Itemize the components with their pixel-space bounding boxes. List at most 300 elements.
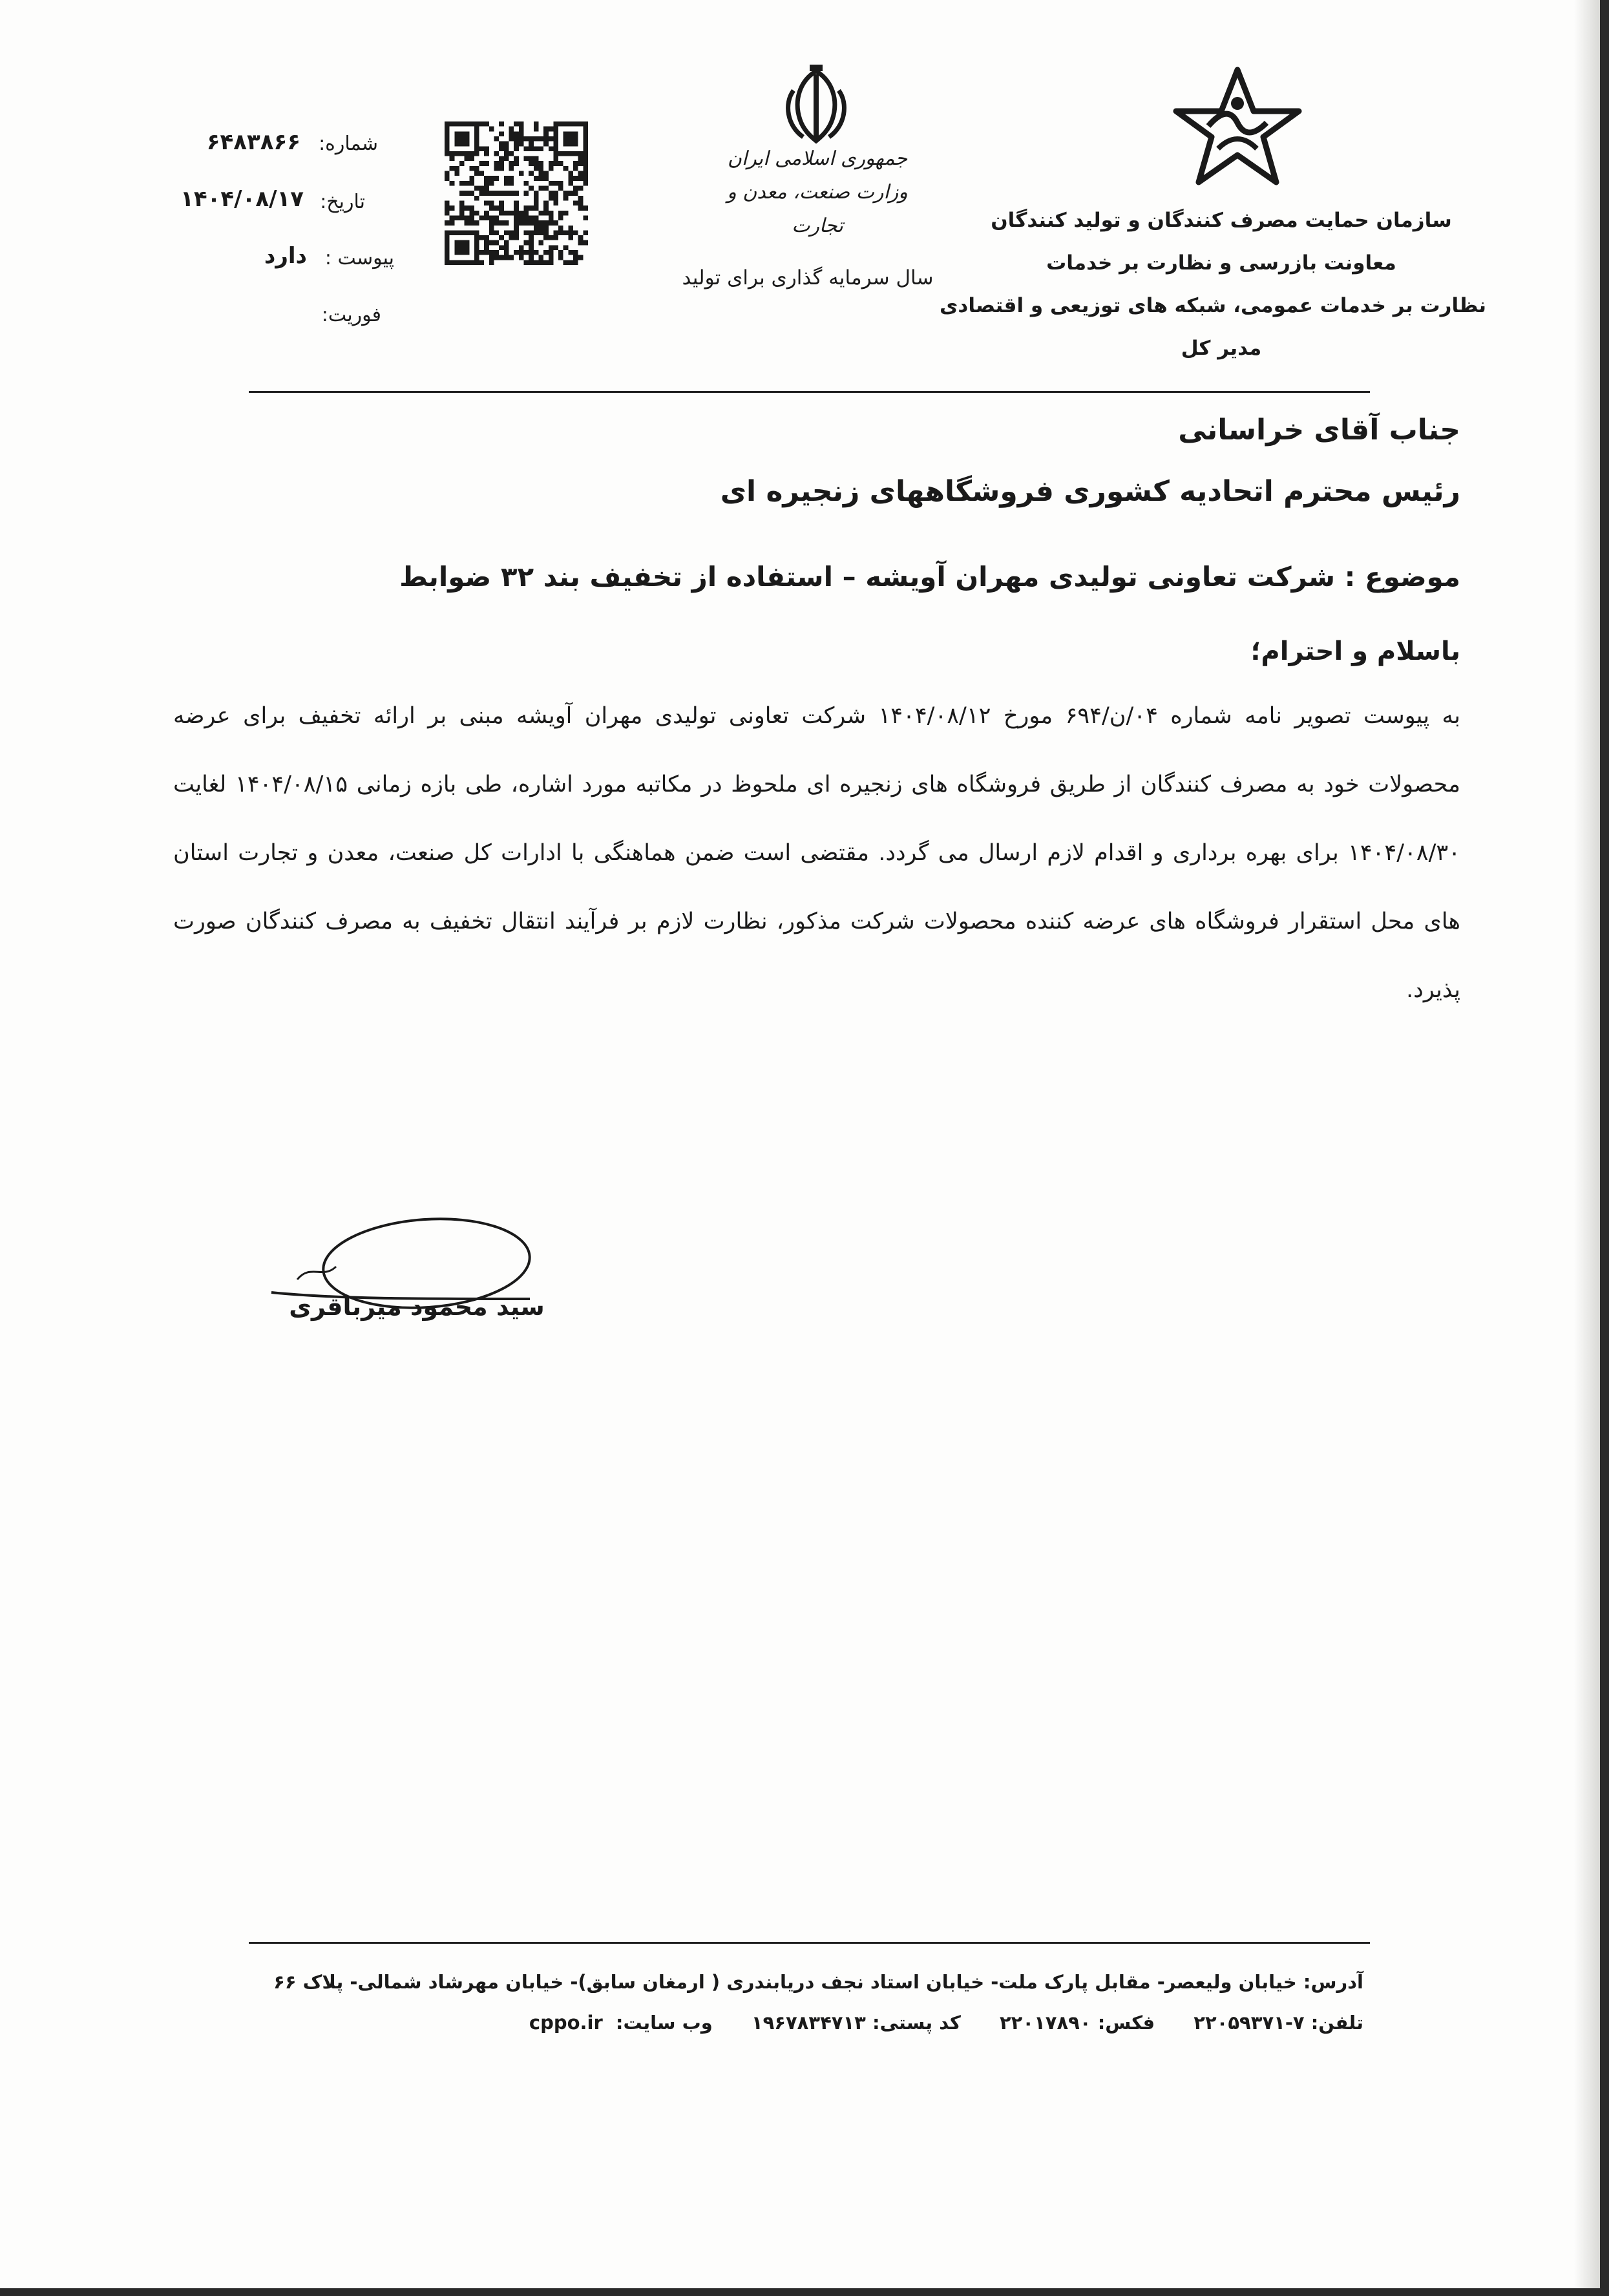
qr-module	[519, 131, 524, 136]
qr-module	[543, 235, 549, 240]
qr-module	[489, 260, 494, 265]
qr-module	[509, 131, 514, 136]
qr-module	[543, 176, 549, 181]
qr-module	[573, 166, 578, 171]
qr-module	[553, 235, 558, 240]
qr-module	[534, 166, 539, 171]
qr-module	[553, 131, 558, 136]
qr-module	[538, 255, 543, 260]
qr-module	[519, 171, 524, 176]
qr-module	[484, 146, 489, 151]
qr-module	[568, 121, 573, 127]
qr-module	[484, 191, 489, 196]
qr-module	[529, 171, 534, 176]
qr-module	[573, 186, 578, 191]
qr-module	[469, 176, 474, 181]
qr-module	[494, 191, 500, 196]
footer-website-label: وب سایت:	[615, 2012, 713, 2034]
qr-module	[583, 161, 588, 166]
qr-module	[469, 156, 474, 162]
qr-module	[450, 151, 455, 156]
qr-module	[454, 240, 459, 246]
qr-module	[445, 240, 450, 246]
qr-module	[469, 215, 474, 220]
qr-module	[563, 196, 569, 201]
qr-module	[549, 166, 554, 171]
qr-module	[543, 142, 549, 147]
qr-module	[538, 260, 543, 265]
qr-module	[514, 205, 519, 211]
qr-module	[523, 181, 529, 186]
qr-module	[465, 131, 470, 136]
qr-module	[529, 235, 534, 240]
qr-module	[549, 146, 554, 151]
qr-module	[563, 131, 569, 136]
qr-module	[474, 166, 479, 171]
qr-module	[489, 176, 494, 181]
qr-module	[494, 220, 500, 226]
qr-module	[583, 205, 588, 211]
qr-module	[454, 230, 459, 235]
qr-module	[578, 156, 584, 162]
qr-module	[445, 220, 450, 226]
qr-module	[469, 166, 474, 171]
organization-line: نظارت بر خدمات عمومی، شبکه های توزیعی و اقتصادی	[940, 294, 1486, 317]
qr-module	[534, 250, 539, 255]
qr-module	[474, 240, 479, 246]
qr-module	[459, 200, 465, 205]
qr-module	[543, 260, 549, 265]
qr-module	[568, 230, 573, 235]
qr-module	[563, 142, 569, 147]
qr-module	[459, 230, 465, 235]
qr-module	[529, 245, 534, 250]
qr-module	[499, 121, 504, 127]
qr-module	[445, 121, 450, 127]
qr-module	[563, 166, 569, 171]
qr-module	[450, 121, 455, 127]
qr-module	[523, 136, 529, 142]
qr-module	[459, 260, 465, 265]
qr-module	[563, 230, 569, 235]
qr-module	[549, 211, 554, 216]
qr-module	[509, 166, 514, 171]
qr-module	[514, 226, 519, 231]
qr-module	[504, 245, 509, 250]
qr-module	[459, 142, 465, 147]
qr-module	[538, 176, 543, 181]
qr-module	[558, 226, 563, 231]
qr-module	[519, 215, 524, 220]
qr-module	[514, 220, 519, 226]
qr-module	[459, 211, 465, 216]
footer-postal-code: کد پستی: ۱۹۶۷۸۳۴۷۱۳	[751, 2012, 961, 2034]
qr-module	[549, 181, 554, 186]
footer-divider	[249, 1942, 1370, 1944]
qr-module	[543, 131, 549, 136]
qr-module	[523, 260, 529, 265]
qr-module	[538, 230, 543, 235]
qr-module	[474, 235, 479, 240]
qr-module	[465, 142, 470, 147]
qr-module	[489, 230, 494, 235]
qr-module	[558, 121, 563, 127]
qr-module	[538, 226, 543, 231]
qr-module	[445, 235, 450, 240]
recipient-name: جناب آقای خراسانی	[1178, 414, 1460, 447]
qr-module	[534, 226, 539, 231]
qr-module	[469, 151, 474, 156]
qr-module	[558, 161, 563, 166]
qr-module	[543, 127, 549, 132]
qr-module	[509, 235, 514, 240]
qr-module	[573, 230, 578, 235]
recipient-title: رئیس محترم اتحادیه کشوری فروشگاههای زنجیره ای	[720, 475, 1460, 508]
qr-module	[558, 215, 563, 220]
qr-module	[454, 121, 459, 127]
qr-module	[499, 156, 504, 162]
qr-module	[573, 161, 578, 166]
qr-module	[563, 151, 569, 156]
national-emblem-icon	[774, 65, 858, 149]
qr-module	[474, 142, 479, 147]
qr-module	[549, 191, 554, 196]
qr-module	[494, 240, 500, 246]
gov-line: جمهوری اسلامی ایران	[727, 147, 908, 170]
qr-module	[573, 250, 578, 255]
qr-module	[578, 176, 584, 181]
qr-module	[445, 176, 450, 181]
qr-module	[573, 200, 578, 205]
qr-module	[519, 250, 524, 255]
qr-module	[529, 156, 534, 162]
qr-module	[445, 250, 450, 255]
qr-module	[509, 191, 514, 196]
qr-module	[534, 191, 539, 196]
qr-module	[563, 245, 569, 250]
qr-module	[553, 245, 558, 250]
qr-module	[445, 255, 450, 260]
qr-module	[509, 127, 514, 132]
qr-module	[474, 260, 479, 265]
qr-module	[494, 215, 500, 220]
qr-module	[583, 127, 588, 132]
footer-fax: فکس: ۲۲۰۱۷۸۹۰	[999, 2012, 1155, 2034]
qr-module	[523, 250, 529, 255]
header-divider	[249, 391, 1370, 393]
qr-module	[509, 211, 514, 216]
qr-module	[454, 260, 459, 265]
qr-module	[465, 250, 470, 255]
qr-module	[573, 260, 578, 265]
qr-module	[459, 121, 465, 127]
qr-module	[454, 250, 459, 255]
footer-website[interactable]: cppo.ir	[529, 2012, 603, 2034]
qr-module	[469, 230, 474, 235]
qr-module	[514, 215, 519, 220]
date-label: تاریخ:	[320, 191, 365, 213]
qr-module	[534, 156, 539, 162]
number-label: شماره:	[319, 132, 378, 155]
scan-shadow	[1574, 0, 1600, 2296]
qr-module	[549, 215, 554, 220]
qr-module	[504, 255, 509, 260]
qr-code[interactable]	[445, 121, 588, 265]
qr-module	[445, 230, 450, 235]
qr-module	[583, 142, 588, 147]
qr-module	[484, 235, 489, 240]
qr-module	[583, 151, 588, 156]
qr-module	[454, 136, 459, 142]
qr-module	[450, 156, 455, 162]
qr-module	[543, 226, 549, 231]
qr-module	[534, 136, 539, 142]
qr-module	[573, 191, 578, 196]
qr-module	[514, 230, 519, 235]
qr-module	[459, 215, 465, 220]
qr-module	[553, 121, 558, 127]
qr-module	[509, 161, 514, 166]
qr-module	[459, 191, 465, 196]
qr-module	[494, 161, 500, 166]
qr-module	[534, 121, 539, 127]
signer-name: سید محمود میرباقری	[289, 1292, 545, 1321]
qr-module	[484, 181, 489, 186]
qr-module	[504, 156, 509, 162]
qr-module	[509, 151, 514, 156]
qr-module	[469, 181, 474, 186]
qr-module	[494, 136, 500, 142]
qr-module	[538, 220, 543, 226]
qr-module	[523, 191, 529, 196]
qr-module	[459, 240, 465, 246]
qr-module	[465, 151, 470, 156]
qr-module	[519, 245, 524, 250]
qr-module	[529, 136, 534, 142]
qr-module	[563, 191, 569, 196]
qr-module	[573, 131, 578, 136]
qr-module	[514, 200, 519, 205]
qr-module	[479, 121, 485, 127]
qr-module	[514, 211, 519, 216]
qr-module	[578, 196, 584, 201]
qr-module	[583, 171, 588, 176]
organization-lines	[940, 199, 1486, 370]
qr-module	[523, 156, 529, 162]
qr-module	[534, 230, 539, 235]
qr-module	[489, 220, 494, 226]
footer-phone: تلفن: ۷-۲۲۰۵۹۳۷۱	[1194, 2012, 1363, 2034]
qr-module	[445, 131, 450, 136]
qr-module	[523, 220, 529, 226]
qr-module	[465, 156, 470, 162]
qr-module	[504, 191, 509, 196]
qr-module	[459, 151, 465, 156]
qr-module	[509, 136, 514, 142]
qr-module	[553, 146, 558, 151]
qr-module	[543, 250, 549, 255]
qr-module	[568, 151, 573, 156]
qr-module	[494, 255, 500, 260]
qr-module	[538, 186, 543, 191]
qr-module	[568, 181, 573, 186]
qr-module	[583, 176, 588, 181]
qr-module	[563, 211, 569, 216]
qr-module	[568, 191, 573, 196]
qr-module	[553, 200, 558, 205]
qr-module	[489, 181, 494, 186]
qr-module	[543, 186, 549, 191]
qr-module	[479, 215, 485, 220]
qr-module	[450, 215, 455, 220]
qr-module	[474, 196, 479, 201]
qr-module	[484, 200, 489, 205]
number-value: ۶۴۸۳۸۶۶	[206, 129, 300, 155]
qr-module	[484, 250, 489, 255]
scan-edge-right	[1600, 0, 1609, 2296]
qr-module	[489, 250, 494, 255]
qr-module	[529, 250, 534, 255]
greeting: باسلام و احترام؛	[1250, 637, 1460, 666]
qr-module	[549, 245, 554, 250]
qr-module	[578, 161, 584, 166]
qr-module	[553, 151, 558, 156]
qr-module	[499, 255, 504, 260]
qr-module	[454, 245, 459, 250]
qr-module	[529, 186, 534, 191]
qr-module	[573, 136, 578, 142]
qr-module	[479, 171, 485, 176]
letter-body: به پیوست تصویر نامه شماره ۰۴/ن/۶۹۴ مورخ ۱۴۰۴/۰۸/۱۲ شرکت تعاونی تولیدی مهران آویشه مبنی بر ارائه تخفیف برای عرضه محصولات خود به مصرف کنندگان از طریق فروشگاه های زنجیره ای ملحوظ در مکاتبه مورد اشاره، طی بازه زمانی ۱۴۰۴/۰۸/۱۵ لغایت ۱۴۰۴/۰۸/۳۰ برای بهره برداری و اقدام لازم ارسال می گردد. مقتضی است ضمن هماهنگی با ادارات کل صنعت، معدن و تجارت استان های محل استقرار فروشگاه های عرضه کننده محصولات شرکت مذکور، نظارت لازم بر فرآیند انتقال تخفیف به مصرف کنندگان صورت پذیرد.	[173, 703, 1461, 1003]
qr-module	[538, 171, 543, 176]
gov-line: وزارت صنعت، معدن و تجارت	[727, 181, 908, 237]
qr-module	[543, 205, 549, 211]
qr-module	[489, 191, 494, 196]
qr-module	[469, 220, 474, 226]
qr-module	[474, 255, 479, 260]
qr-module	[465, 260, 470, 265]
qr-module	[499, 211, 504, 216]
qr-module	[558, 211, 563, 216]
qr-module	[469, 121, 474, 127]
qr-module	[445, 245, 450, 250]
qr-module	[499, 161, 504, 166]
qr-module	[445, 171, 450, 176]
qr-module	[583, 136, 588, 142]
qr-module	[534, 127, 539, 132]
qr-module	[479, 260, 485, 265]
qr-module	[523, 205, 529, 211]
qr-module	[454, 142, 459, 147]
qr-module	[465, 215, 470, 220]
qr-module	[529, 146, 534, 151]
qr-module	[494, 250, 500, 255]
qr-module	[504, 181, 509, 186]
qr-module	[499, 205, 504, 211]
qr-module	[484, 211, 489, 216]
qr-module	[499, 146, 504, 151]
qr-module	[549, 136, 554, 142]
qr-module	[553, 127, 558, 132]
qr-module	[514, 191, 519, 196]
qr-module	[445, 205, 450, 211]
qr-module	[474, 186, 479, 191]
footer-contact	[529, 2012, 1363, 2034]
qr-module	[558, 250, 563, 255]
qr-module	[459, 131, 465, 136]
qr-module	[454, 131, 459, 136]
qr-module	[573, 142, 578, 147]
organization-line: معاونت بازرسی و نظارت بر خدمات	[1046, 251, 1396, 275]
qr-module	[504, 211, 509, 216]
qr-module	[568, 176, 573, 181]
qr-module	[484, 161, 489, 166]
qr-module	[529, 260, 534, 265]
organization-line: مدیر کل	[1181, 337, 1262, 360]
qr-module	[534, 260, 539, 265]
government-name	[711, 142, 924, 243]
qr-module	[509, 176, 514, 181]
footer-address: آدرس: خیابان ولیعصر- مقابل پارک ملت- خیابان استاد نجف دریابندری ( ارمغان سابق)- خیابان مهرشاد شمالی- پلاک ۶۶	[273, 1971, 1363, 1993]
qr-module	[459, 136, 465, 142]
qr-module	[499, 142, 504, 147]
qr-module	[504, 230, 509, 235]
qr-module	[479, 191, 485, 196]
qr-module	[578, 255, 584, 260]
qr-module	[474, 211, 479, 216]
qr-module	[538, 161, 543, 166]
qr-module	[499, 235, 504, 240]
qr-module	[494, 230, 500, 235]
qr-module	[445, 142, 450, 147]
qr-module	[529, 142, 534, 147]
qr-module	[509, 230, 514, 235]
qr-module	[568, 131, 573, 136]
qr-module	[504, 146, 509, 151]
qr-module	[509, 255, 514, 260]
qr-module	[568, 171, 573, 176]
qr-module	[558, 255, 563, 260]
qr-module	[499, 200, 504, 205]
qr-module	[573, 176, 578, 181]
qr-module	[454, 166, 459, 171]
qr-module	[479, 235, 485, 240]
qr-module	[459, 205, 465, 211]
qr-module	[558, 230, 563, 235]
qr-module	[484, 240, 489, 246]
qr-module	[578, 186, 584, 191]
qr-module	[489, 200, 494, 205]
qr-module	[553, 161, 558, 166]
qr-module	[529, 205, 534, 211]
qr-module	[450, 260, 455, 265]
scan-edge-bottom	[0, 2288, 1609, 2296]
qr-module	[549, 235, 554, 240]
qr-module	[553, 136, 558, 142]
qr-module	[484, 245, 489, 250]
qr-module	[534, 176, 539, 181]
qr-module	[450, 166, 455, 171]
qr-module	[563, 121, 569, 127]
qr-module	[459, 245, 465, 250]
qr-module	[578, 200, 584, 205]
qr-module	[489, 127, 494, 132]
qr-module	[450, 220, 455, 226]
date-value: ۱۴۰۴/۰۸/۱۷	[180, 186, 304, 212]
qr-module	[484, 121, 489, 127]
qr-module	[499, 191, 504, 196]
qr-module	[474, 127, 479, 132]
